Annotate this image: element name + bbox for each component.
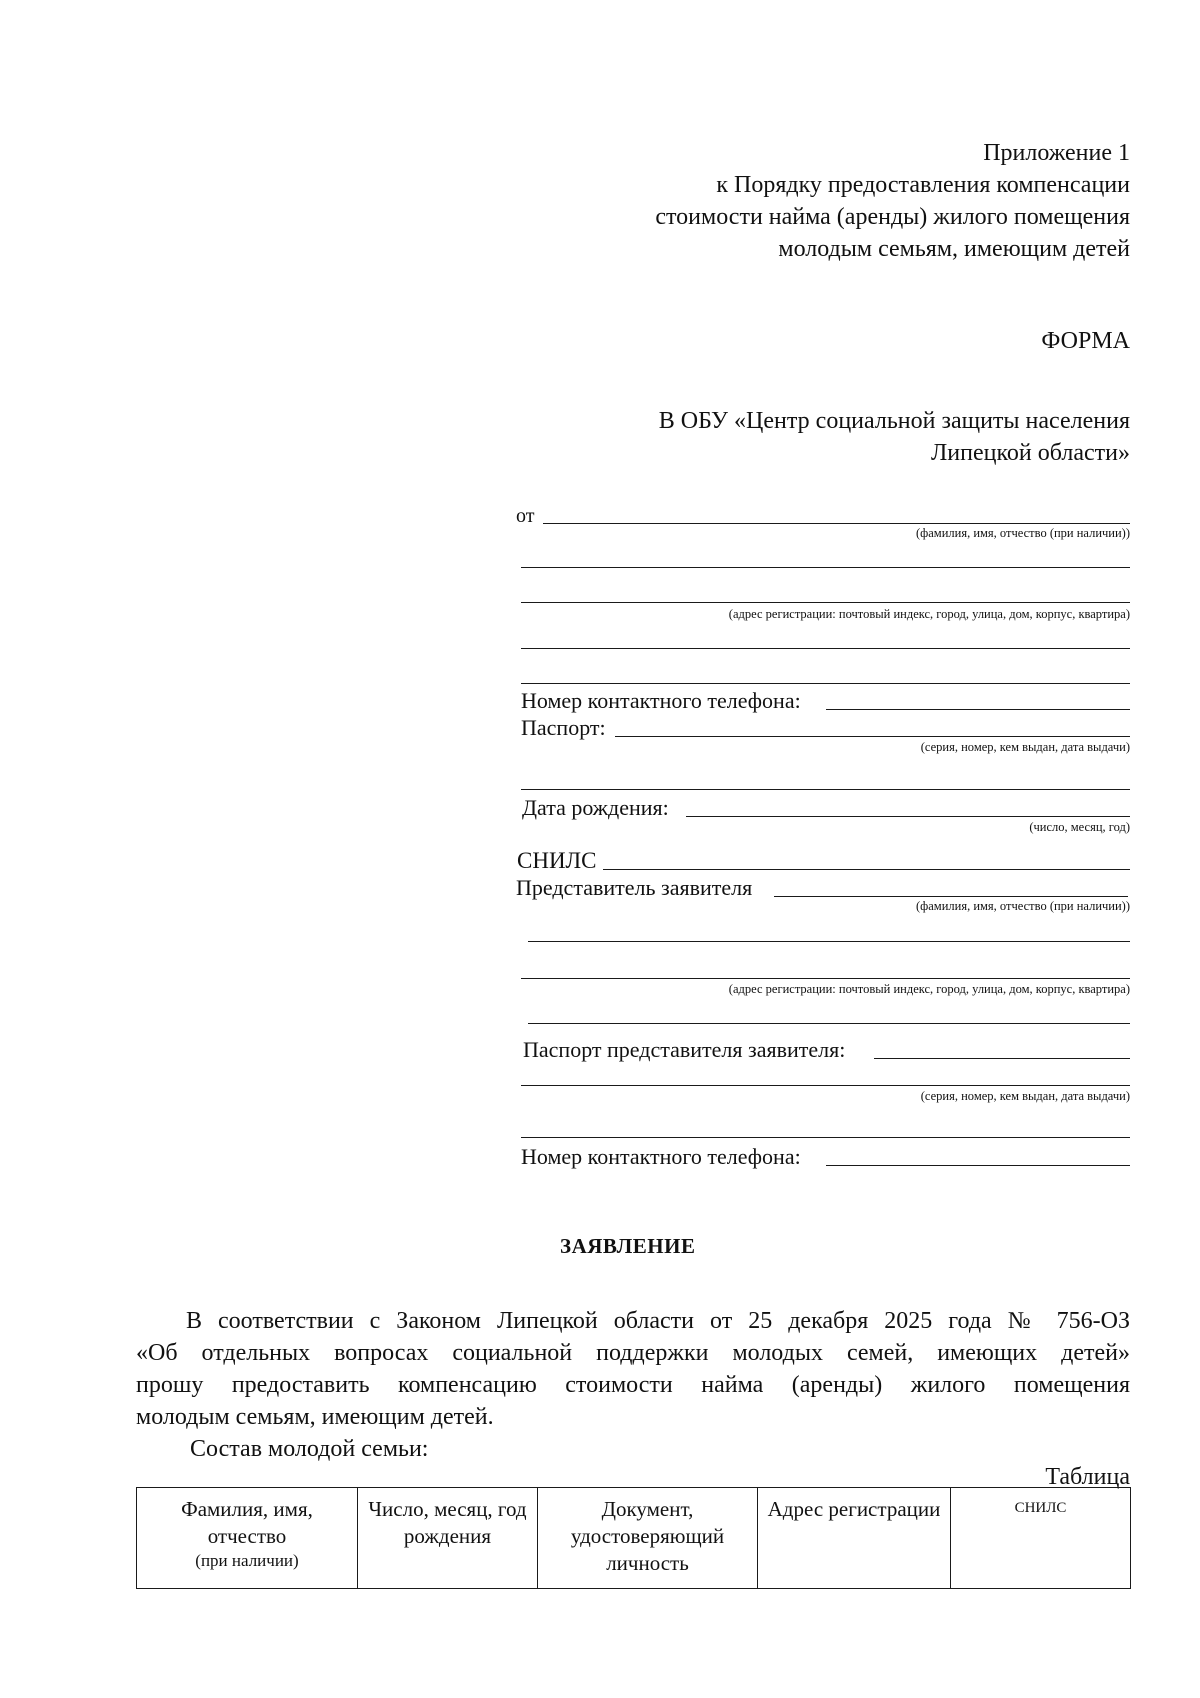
rep-address-hint: (адрес регистрации: почтовый индекс, город, улица, дом, корпус, квартира) bbox=[728, 982, 1130, 996]
rep-passport-line[interactable] bbox=[874, 1058, 1130, 1059]
col-snils-title: СНИЛС bbox=[1014, 1500, 1067, 1516]
rep-address-line-3[interactable] bbox=[528, 1023, 1130, 1024]
statement-paragraph bbox=[136, 1305, 1130, 1433]
form-label: ФОРМА bbox=[1041, 328, 1130, 354]
passport-hint: (серия, номер, кем выдан, дата выдачи) bbox=[920, 740, 1130, 754]
paragraph-line: В соответствии с Законом Липецкой области от 25 декабря 2025 года № 756-ОЗ bbox=[186, 1308, 1130, 1334]
paragraph-line: прошу предоставить компенсацию стоимости найма (аренды) жилого помещения bbox=[136, 1372, 1130, 1398]
col-document-title: Документ, удостоверяющий личность bbox=[570, 1497, 725, 1575]
birth-line[interactable] bbox=[686, 816, 1130, 817]
birth-label: Дата рождения: bbox=[522, 795, 669, 820]
rep-address-line-1[interactable] bbox=[528, 941, 1130, 942]
addressee-line-1: В ОБУ «Центр социальной защиты населения bbox=[658, 408, 1130, 434]
passport-line-2[interactable] bbox=[521, 789, 1130, 790]
appendix-line-3: стоимости найма (аренды) жилого помещения bbox=[655, 204, 1130, 230]
col-fio-title: Фамилия, имя, отчество bbox=[181, 1497, 313, 1548]
snils-line[interactable] bbox=[603, 869, 1130, 870]
appendix-title: Приложение 1 bbox=[983, 140, 1130, 166]
rep-passport-line-2[interactable] bbox=[521, 1085, 1130, 1086]
col-fio-subtitle: (при наличии) bbox=[195, 1551, 299, 1570]
address-hint: (адрес регистрации: почтовый индекс, город, улица, дом, корпус, квартира) bbox=[728, 607, 1130, 621]
phone-line[interactable] bbox=[826, 709, 1130, 710]
col-document-header bbox=[538, 1488, 758, 1589]
from-label: от bbox=[516, 505, 535, 527]
rep-address-line-2[interactable] bbox=[521, 978, 1130, 979]
rep-passport-line-3[interactable] bbox=[521, 1137, 1130, 1138]
fio-line[interactable] bbox=[543, 523, 1130, 524]
family-table bbox=[136, 1487, 1131, 1589]
col-fio-header bbox=[137, 1488, 358, 1589]
col-address-title: Адрес регистрации bbox=[767, 1497, 941, 1521]
rep-passport-hint: (серия, номер, кем выдан, дата выдачи) bbox=[920, 1089, 1130, 1103]
phone-label: Номер контактного телефона: bbox=[521, 688, 801, 713]
table-label: Таблица bbox=[1045, 1464, 1130, 1490]
address-line-4[interactable] bbox=[521, 683, 1130, 684]
col-address-header bbox=[758, 1488, 951, 1589]
col-birth-header bbox=[358, 1488, 538, 1589]
rep-passport-label: Паспорт представителя заявителя: bbox=[523, 1037, 846, 1062]
rep-label: Представитель заявителя bbox=[516, 875, 753, 900]
paragraph-line: «Об отдельных вопросах социальной поддержки молодых семей, имеющих детей» bbox=[136, 1340, 1130, 1366]
address-line-1[interactable] bbox=[521, 567, 1130, 568]
statement-title: ЗАЯВЛЕНИЕ bbox=[560, 1234, 696, 1258]
appendix-line-4: молодым семьям, имеющим детей bbox=[778, 236, 1130, 262]
rep-fio-line[interactable] bbox=[774, 896, 1128, 897]
col-snils-header bbox=[951, 1488, 1131, 1589]
addressee-line-2: Липецкой области» bbox=[931, 440, 1130, 466]
passport-label: Паспорт: bbox=[521, 715, 606, 740]
address-line-3[interactable] bbox=[521, 648, 1130, 649]
address-line-2[interactable] bbox=[521, 602, 1130, 603]
rep-phone-line[interactable] bbox=[826, 1165, 1130, 1166]
passport-line[interactable] bbox=[615, 736, 1130, 737]
table-header-row bbox=[137, 1488, 1131, 1589]
family-composition-label: Состав молодой семьи: bbox=[190, 1436, 429, 1462]
rep-fio-hint: (фамилия, имя, отчество (при наличии)) bbox=[915, 899, 1130, 913]
col-birth-title: Число, месяц, год рождения bbox=[368, 1497, 527, 1548]
fio-hint: (фамилия, имя, отчество (при наличии)) bbox=[915, 526, 1130, 540]
birth-hint: (число, месяц, год) bbox=[1029, 820, 1130, 834]
paragraph-line: молодым семьям, имеющим детей. bbox=[136, 1404, 494, 1430]
snils-label: СНИЛС bbox=[517, 848, 597, 873]
rep-phone-label: Номер контактного телефона: bbox=[521, 1144, 801, 1169]
appendix-line-2: к Порядку предоставления компенсации bbox=[716, 172, 1130, 198]
